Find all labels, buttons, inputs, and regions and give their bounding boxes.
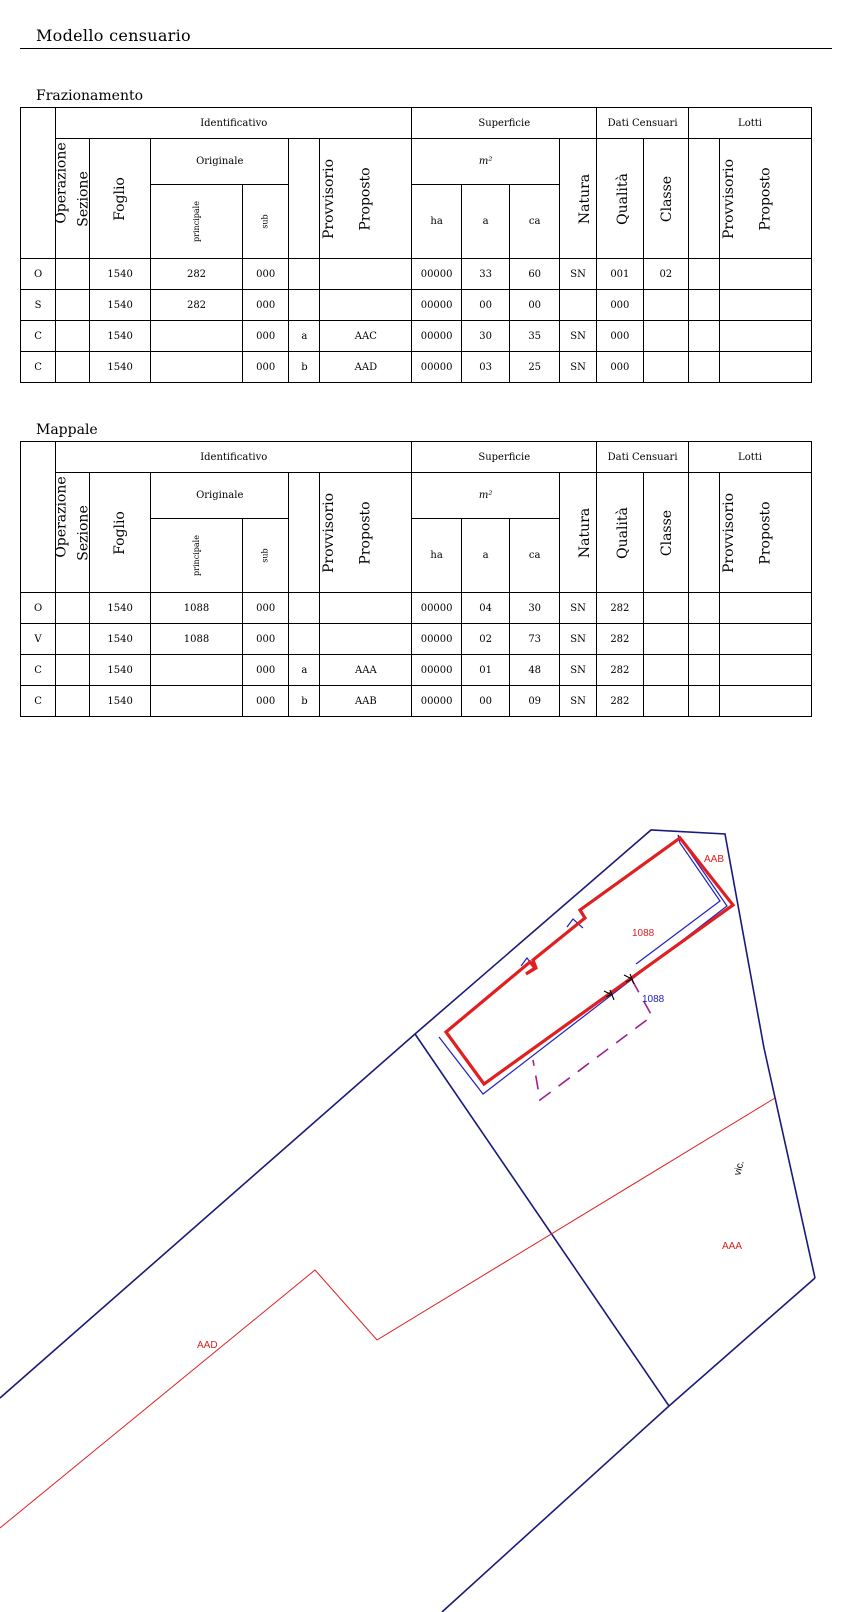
header-operazione: Operazione (21, 108, 56, 259)
header-provvisorio: Provvisorio (289, 139, 320, 259)
label-1088-red: 1088 (632, 928, 655, 939)
header-classe: Classe (643, 139, 688, 259)
header-originale: Originale (151, 139, 289, 185)
section-title-frazionamento: Frazionamento (36, 88, 144, 104)
dashed-projection (533, 980, 652, 1100)
title-divider (20, 48, 832, 49)
table-row: O 1540 282 000 00000 33 60 SN 001 02 (21, 259, 812, 290)
header-ca: ca (510, 519, 560, 593)
table-row: C 1540 000 b AAB 00000 00 09 SN 282 (21, 686, 812, 717)
table-row: C 1540 000 b AAD 00000 03 25 SN 000 (21, 352, 812, 383)
mappale-table (20, 441, 812, 717)
header-sub: sub (242, 185, 288, 259)
header-foglio: Foglio (90, 473, 151, 593)
header-sezione: Sezione (56, 473, 90, 593)
header-a: a (461, 519, 510, 593)
label-vic: vic. (732, 1159, 747, 1177)
header-unit: m² (412, 473, 560, 519)
header-lotti-proposto: Proposto (719, 139, 811, 259)
header-qualita: Qualità (597, 139, 643, 259)
header-sezione: Sezione (56, 139, 90, 259)
header-lotti: Lotti (689, 442, 812, 473)
header-proposto: Proposto (320, 473, 412, 593)
section-title-mappale: Mappale (36, 422, 98, 438)
header-originale: Originale (151, 473, 289, 519)
parcel-boundary-left-top (0, 830, 815, 1398)
cadastral-map (0, 780, 852, 1612)
header-ha: ha (412, 185, 462, 259)
header-foglio: Foglio (90, 139, 151, 259)
table-row: C 1540 000 a AAA 00000 01 48 SN 282 (21, 655, 812, 686)
header-superficie: Superficie (412, 442, 597, 473)
header-principale: principale (151, 185, 243, 259)
frazionamento-table (20, 107, 812, 383)
building-new-outline (446, 838, 733, 1084)
header-classe: Classe (643, 473, 688, 593)
header-unit: m² (412, 139, 560, 185)
table-row: S 1540 282 000 00000 00 00 000 (21, 290, 812, 321)
header-lotti-provvisorio: Provvisorio (689, 473, 720, 593)
header-ca: ca (510, 185, 560, 259)
header-dati-censuari: Dati Censuari (597, 442, 689, 473)
header-superficie: Superficie (412, 108, 597, 139)
label-aab: AAB (704, 854, 725, 865)
header-qualita: Qualità (597, 473, 643, 593)
header-principale: principale (151, 519, 243, 593)
table-row: C 1540 000 a AAC 00000 30 35 SN 000 (21, 321, 812, 352)
label-aaa: AAA (722, 1241, 743, 1252)
label-aad: AAD (197, 1340, 218, 1351)
header-lotti: Lotti (689, 108, 812, 139)
header-dati-censuari: Dati Censuari (597, 108, 689, 139)
building-old-outline (439, 835, 727, 1094)
header-lotti-proposto: Proposto (719, 473, 811, 593)
header-natura: Natura (559, 139, 596, 259)
header-provvisorio: Provvisorio (289, 473, 320, 593)
table-row: V 1540 1088 000 00000 02 73 SN 282 (21, 624, 812, 655)
header-lotti-provvisorio: Provvisorio (689, 139, 720, 259)
parcel-boundary-bottom (669, 1278, 815, 1406)
header-proposto: Proposto (320, 139, 412, 259)
label-1088-blue: 1088 (642, 994, 665, 1005)
header-ha: ha (412, 519, 462, 593)
parcel-boundary-lower-diagonal (442, 1406, 669, 1612)
header-identificativo: Identificativo (56, 108, 412, 139)
page-title: Modello censuario (36, 26, 191, 45)
table-row: O 1540 1088 000 00000 04 30 SN 282 (21, 593, 812, 624)
header-a: a (461, 185, 510, 259)
header-natura: Natura (559, 473, 596, 593)
new-division-line (0, 1098, 775, 1528)
header-sub: sub (242, 519, 288, 593)
parcel-boundary-inner (415, 1034, 669, 1406)
header-identificativo: Identificativo (56, 442, 412, 473)
header-operazione: Operazione (21, 442, 56, 593)
